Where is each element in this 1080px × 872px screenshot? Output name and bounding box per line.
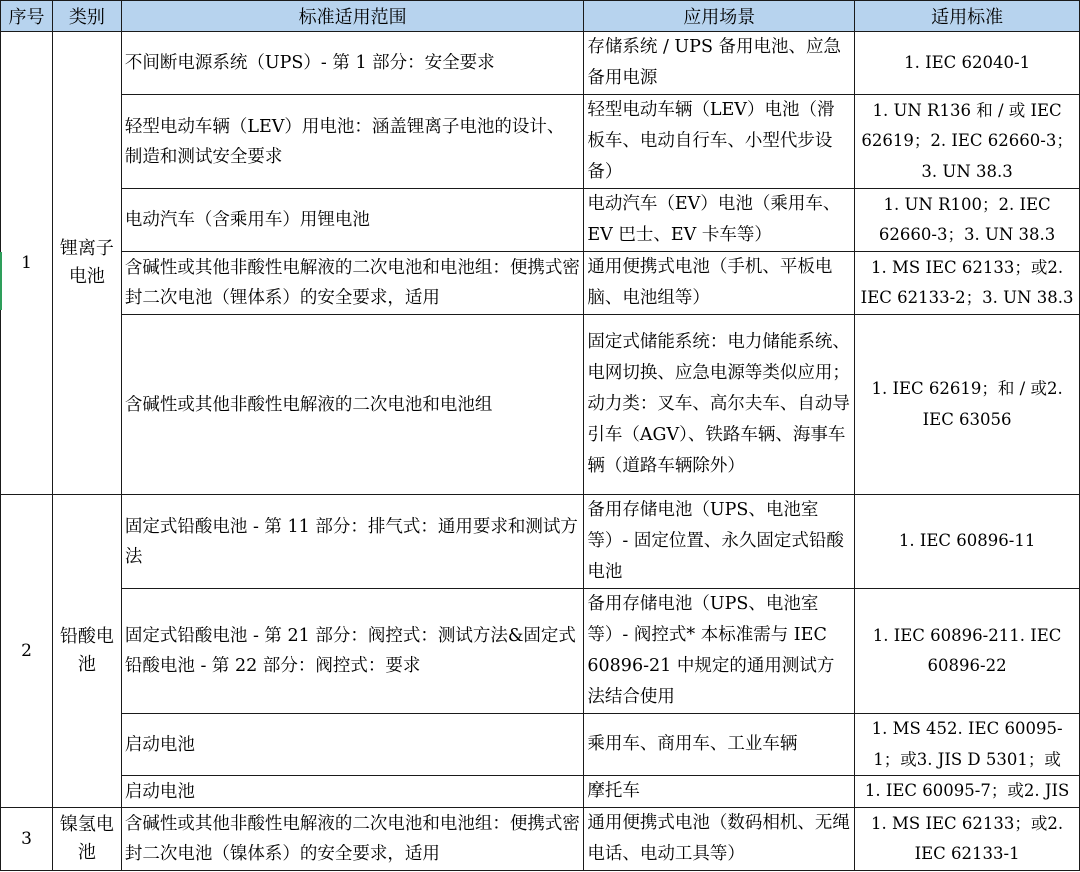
table-row	[1, 808, 1080, 871]
application-cell[interactable]: 乘用车、商用车、工业车辆	[584, 714, 855, 776]
header-no[interactable]: 序号	[1, 1, 53, 32]
group-number-cell[interactable]: 3	[1, 808, 53, 871]
application-cell[interactable]: 通用便携式电池（手机、平板电脑、电池组等）	[584, 252, 855, 315]
application-cell[interactable]: 摩托车	[584, 776, 855, 808]
application-cell[interactable]: 固定式储能系统：电力储能系统、电网切换、应急电源等类似应用；动力类：叉车、高尔夫车、自动导引车（AGV）、铁路车辆、海事车辆（道路车辆除外）	[584, 315, 855, 495]
header-application[interactable]: 应用场景	[584, 1, 855, 32]
group-number-cell[interactable]: 1	[1, 32, 53, 495]
scope-cell[interactable]: 含碱性或其他非酸性电解液的二次电池和电池组：便携式密封二次电池（镍体系）的安全要求，适用	[121, 808, 584, 871]
scope-cell[interactable]: 电动汽车（含乘用车）用锂电池	[121, 189, 584, 252]
scope-cell[interactable]: 轻型电动车辆（LEV）用电池：涵盖锂离子电池的设计、制造和测试安全要求	[121, 95, 584, 189]
application-cell[interactable]: 电动汽车（EV）电池（乘用车、EV 巴士、EV 卡车等）	[584, 189, 855, 252]
scope-cell[interactable]: 启动电池	[121, 776, 584, 808]
standard-cell[interactable]: 1. MS 452. IEC 60095-1；或3. JIS D 5301；或	[855, 714, 1080, 776]
table-row	[1, 95, 1080, 189]
header-scope[interactable]: 标准适用范围	[121, 1, 584, 32]
category-cell[interactable]: 镍氢电池	[52, 808, 121, 871]
table-row	[1, 189, 1080, 252]
table-row	[1, 315, 1080, 495]
standard-cell[interactable]: 1. IEC 62040-1	[855, 32, 1080, 95]
scope-cell[interactable]: 不间断电源系统（UPS）- 第 1 部分：安全要求	[121, 32, 584, 95]
table-row	[1, 589, 1080, 714]
scope-cell[interactable]: 含碱性或其他非酸性电解液的二次电池和电池组	[121, 315, 584, 495]
header-row	[1, 1, 1080, 32]
application-cell[interactable]: 备用存储电池（UPS、电池室等）- 固定位置、永久固定式铅酸电池	[584, 495, 855, 589]
standard-cell[interactable]: 1. IEC 60896-11	[855, 495, 1080, 589]
header-standard[interactable]: 适用标准	[855, 1, 1080, 32]
table-row	[1, 776, 1080, 808]
category-cell[interactable]: 铅酸电池	[52, 495, 121, 808]
standard-cell[interactable]: 1. IEC 62619；和 / 或2. IEC 63056	[855, 315, 1080, 495]
group-number-cell[interactable]: 2	[1, 495, 53, 808]
application-cell[interactable]: 轻型电动车辆（LEV）电池（滑板车、电动自行车、小型代步设备）	[584, 95, 855, 189]
standard-cell[interactable]: 1. MS IEC 62133；或2. IEC 62133-1	[855, 808, 1080, 871]
application-cell[interactable]: 存储系统 / UPS 备用电池、应急备用电源	[584, 32, 855, 95]
application-cell[interactable]: 通用便携式电池（数码相机、无绳电话、电动工具等）	[584, 808, 855, 871]
scope-cell[interactable]: 固定式铅酸电池 - 第 21 部分：阀控式：测试方法&固定式铅酸电池 - 第 22 部分：阀控式：要求	[121, 589, 584, 714]
standard-cell[interactable]: 1. IEC 60896-211. IEC 60896-22	[855, 589, 1080, 714]
table-row	[1, 714, 1080, 776]
scope-cell[interactable]: 固定式铅酸电池 - 第 11 部分：排气式：通用要求和测试方法	[121, 495, 584, 589]
standard-cell[interactable]: 1. IEC 60095-7；或2. JIS	[855, 776, 1080, 808]
standard-cell[interactable]: 1. MS IEC 62133；或2. IEC 62133-2；3. UN 38.3	[855, 252, 1080, 315]
table-row	[1, 495, 1080, 589]
header-category[interactable]: 类别	[52, 1, 121, 32]
scope-cell[interactable]: 含碱性或其他非酸性电解液的二次电池和电池组：便携式密封二次电池（锂体系）的安全要求，适用	[121, 252, 584, 315]
table-row	[1, 32, 1080, 95]
table-row	[1, 252, 1080, 315]
standard-cell[interactable]: 1. UN R100；2. IEC 62660-3；3. UN 38.3	[855, 189, 1080, 252]
selection-marker	[0, 252, 2, 310]
scope-cell[interactable]: 启动电池	[121, 714, 584, 776]
category-cell[interactable]: 锂离子电池	[52, 32, 121, 495]
standard-cell[interactable]: 1. UN R136 和 / 或 IEC 62619；2. IEC 62660-3；3. UN 38.3	[855, 95, 1080, 189]
application-cell[interactable]: 备用存储电池（UPS、电池室等）- 阀控式* 本标准需与 IEC 60896-21 中规定的通用测试方法结合使用	[584, 589, 855, 714]
